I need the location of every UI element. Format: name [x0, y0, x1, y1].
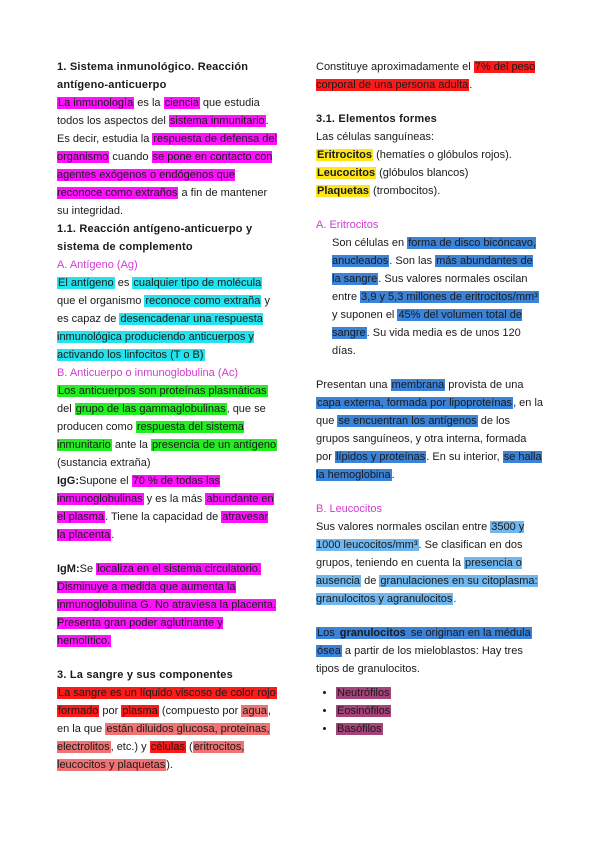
highlight: reconoce como extraña — [145, 295, 261, 307]
text: . En su interior, — [426, 451, 503, 463]
text: y suponen el — [332, 309, 398, 321]
text: . Su vida media es de unos 120 días. — [332, 327, 521, 357]
left-column — [57, 58, 279, 774]
highlight: granulaciones en su citoplasma: granulocitos y agranulocitos — [316, 575, 538, 605]
text: que el organismo — [57, 295, 145, 307]
text: . Son las — [389, 255, 436, 267]
highlight: presencia de un antígeno — [151, 439, 277, 451]
text: . — [111, 529, 115, 541]
item-eritrocitos — [316, 146, 544, 164]
term: Leucocitos — [317, 167, 376, 179]
term: Eritrocitos — [317, 149, 373, 161]
text: . — [469, 79, 473, 91]
paragraph-granulocitos — [316, 624, 544, 678]
label-igg: IgG: — [57, 475, 79, 487]
highlight: ósea — [317, 645, 341, 657]
highlight: Los anticuerpos son proteínas plasmáticas — [58, 385, 267, 397]
paragraph-peso-corporal — [316, 58, 544, 94]
text: Presentan una — [316, 379, 391, 391]
highlight: se encuentran los antígenos — [338, 415, 477, 427]
list-item — [336, 702, 544, 720]
highlight: se halla la hemoglobina — [316, 451, 542, 481]
text: . — [391, 469, 395, 481]
text: (sustancia extraña) — [57, 457, 151, 469]
highlight: sistema inmunitario — [169, 115, 265, 127]
highlight: La sangre es un líquido viscoso de color rojo — [58, 687, 276, 699]
text: (hematíes o glóbulos rojos). — [373, 149, 512, 161]
paragraph-eritrocitos — [316, 234, 544, 360]
highlight: plasma — [122, 705, 158, 717]
bullet-basofilos: Basófilos — [337, 723, 382, 735]
highlight: cualquier tipo de molécula — [133, 277, 262, 289]
highlight: grupo de las gammaglobulinas — [75, 403, 226, 415]
label-igm: IgM: — [57, 563, 80, 575]
highlight: desencadenar una respuesta inmunológica produciendo anticuerpos y activando los linfocitos (T o B) — [57, 313, 263, 361]
highlight: capa externa, formada por lipoproteínas — [317, 397, 513, 409]
text: y es la más — [143, 493, 206, 505]
subheading-antigeno: A. Antígeno (Ag) — [57, 259, 138, 271]
text: provista de una — [445, 379, 524, 391]
text: (compuesto por — [158, 705, 242, 717]
section-heading-3: 3. La sangre y sus componentes — [57, 669, 233, 681]
paragraph-igm — [57, 560, 279, 650]
highlight: 3500 y 1000 leucocitos/mm³ — [316, 521, 525, 551]
highlight: están diluidos glucosa, proteínas, electrolitos — [57, 723, 270, 753]
text: ( — [185, 741, 193, 753]
text: que estudia todos los aspectos del — [57, 97, 260, 127]
subheading-anticuerpo: B. Anticuerpo o inmunoglobulina (Ac) — [57, 367, 238, 379]
section-heading-1: 1. Sistema inmunológico. Reacción antígeno-anticuerpo — [57, 61, 249, 91]
paragraph-inmunologia — [57, 94, 279, 220]
list-item — [336, 720, 544, 738]
highlight: agua — [242, 705, 267, 717]
text: . — [453, 593, 457, 605]
paragraph-anticuerpo — [57, 382, 279, 472]
highlight: 3,9 y 5,3 millones de eritrocitos/mm³ — [361, 291, 538, 303]
highlight: La inmunología — [58, 97, 134, 109]
paragraph-antigeno — [57, 274, 279, 364]
highlight: Los — [317, 627, 338, 639]
text: , en la que — [57, 705, 271, 735]
highlight: células — [150, 741, 185, 753]
list-item — [336, 684, 544, 702]
text: y es capaz de — [57, 295, 270, 325]
bullet-eosinofilos: Eosinófilos — [337, 705, 391, 717]
highlight: respuesta de defensa del organismo — [57, 133, 277, 163]
highlight: ciencia — [164, 97, 199, 109]
text: Constituye aproximadamente el — [316, 61, 474, 73]
highlight: 70 % de todas las inmunoglobulinas — [57, 475, 221, 505]
right-column — [316, 58, 544, 738]
text: , en la que — [316, 397, 544, 427]
highlight: formado — [58, 705, 99, 717]
highlight: más abundantes de la sangre — [332, 255, 533, 285]
text: es la — [134, 97, 164, 109]
highlight: forma de disco bicóncavo, anucleados — [332, 237, 537, 267]
paragraph-leucocitos — [316, 518, 544, 608]
highlight: se pone en contacto con agentes exógenos o endógenos que reconoce como extraños — [57, 151, 273, 199]
bullet-neutrofilos: Neutrófilos — [337, 687, 390, 699]
paragraph-igg — [57, 472, 279, 544]
text: , etc.) y — [110, 741, 150, 753]
text: Supone el — [79, 475, 132, 487]
highlight: presencia o ausencia — [316, 557, 522, 587]
paragraph-sangre — [57, 684, 279, 774]
item-leucocitos — [316, 164, 544, 182]
text: Son células en — [332, 237, 408, 249]
text: . Sus valores normales oscilan entre — [332, 273, 528, 303]
term: Plaquetas — [317, 185, 369, 197]
text: ante la — [111, 439, 151, 451]
highlight: se originan en la médula — [407, 627, 531, 639]
text: Sus valores normales oscilan entre — [316, 521, 491, 533]
text: de — [361, 575, 380, 587]
text: a fin de mantener su integridad. — [57, 187, 268, 217]
text: cuando — [109, 151, 152, 163]
highlight: granulocitos — [339, 627, 406, 639]
text: ). — [166, 759, 173, 771]
highlight: eritrocitos, leucocitos y plaquetas — [57, 741, 245, 771]
intro-celulas: Las células sanguíneas: — [316, 131, 435, 143]
highlight: 7% del peso corporal de una persona adulta — [316, 61, 536, 91]
granulocitos-list — [316, 684, 544, 738]
text: . Tiene la capacidad de — [105, 511, 222, 523]
text: a partir de los mieloblastos: Hay tres tipos de granulocitos. — [316, 645, 523, 675]
text: (trombocitos). — [369, 185, 441, 197]
highlight: abundante en el plasma — [57, 493, 274, 523]
subheading-eritrocitos: A. Eritrocitos — [316, 219, 379, 231]
subheading-leucocitos: B. Leucocitos — [316, 503, 383, 515]
text: de los grupos sanguíneos, y otra interna, formada por — [316, 415, 527, 463]
highlight: lípidos y proteínas — [335, 451, 426, 463]
highlight: membrana — [391, 379, 445, 391]
text: . Es decir, estudia la — [57, 115, 269, 145]
text: . Se clasifican en dos grupos, teniendo en cuenta la — [316, 539, 523, 569]
highlight: 45% del volumen total de sangre — [332, 309, 522, 339]
item-plaquetas — [316, 182, 544, 200]
section-heading-1-1: 1.1. Reacción antígeno-anticuerpo y sistema de complemento — [57, 223, 253, 253]
text: es — [114, 277, 133, 289]
section-heading-3-1: 3.1. Elementos formes — [316, 113, 437, 125]
highlight: respuesta del sistema inmunitario — [57, 421, 244, 451]
highlight: El antígeno — [58, 277, 114, 289]
highlight: localiza en el sistema circulatorio. Disminuye a medida que aumenta la inmunoglobulina G. No atraviesa la placenta. Presenta gran poder aglutinante y hemolítico. — [57, 563, 276, 647]
highlight: atravesar la placenta — [57, 511, 269, 541]
text: , que se producen como — [57, 403, 266, 433]
text: (glóbulos blancos) — [376, 167, 469, 179]
text: del — [57, 403, 75, 415]
text: Se — [79, 563, 97, 575]
text: por — [99, 705, 122, 717]
paragraph-membrana — [316, 376, 544, 484]
